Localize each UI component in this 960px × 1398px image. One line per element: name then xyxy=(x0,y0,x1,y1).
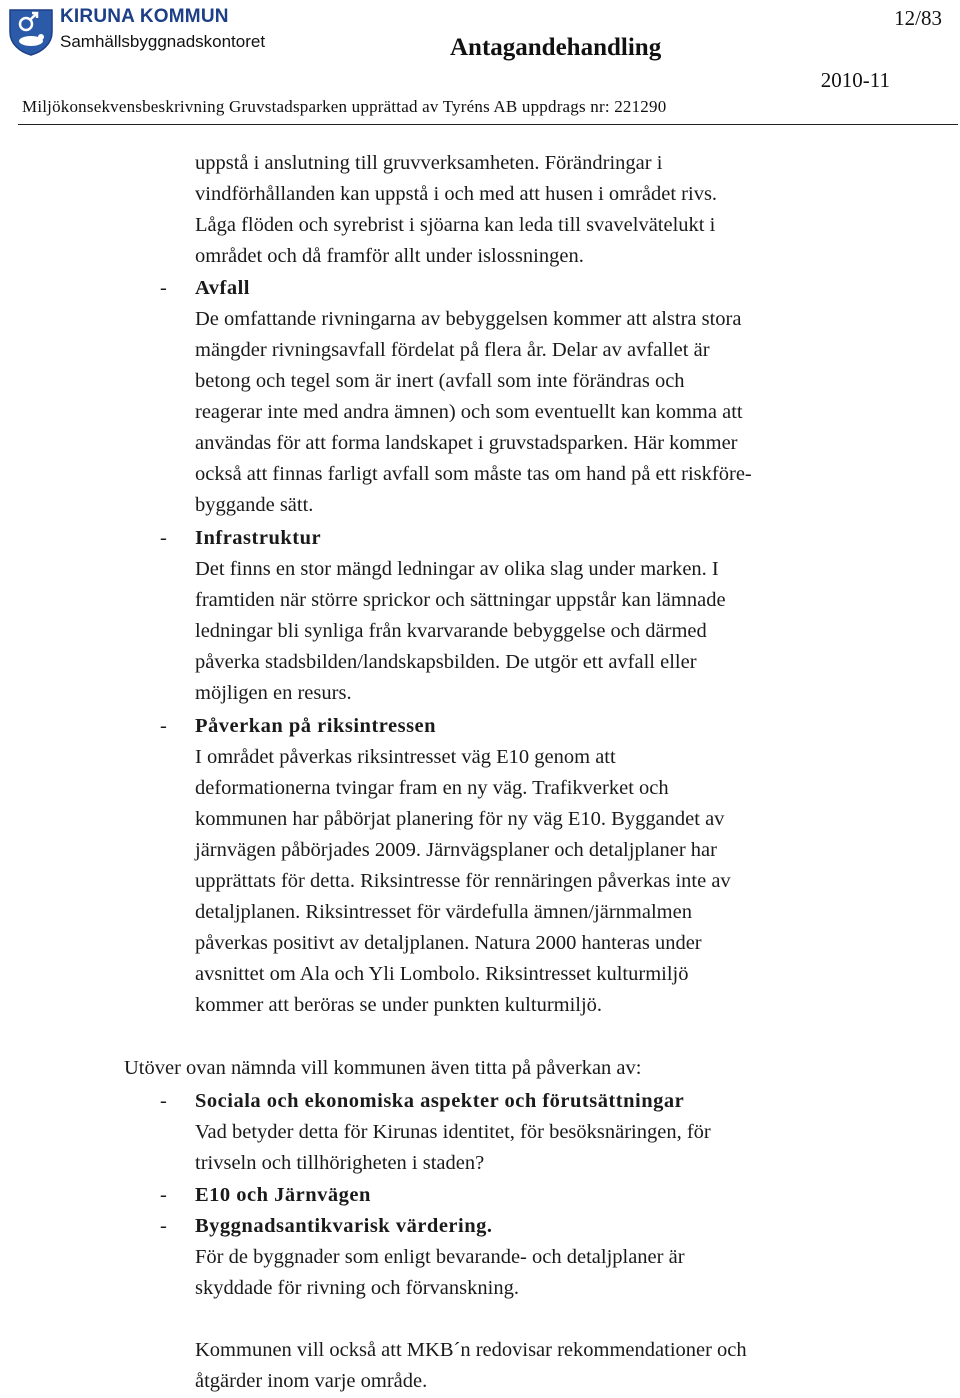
list-dash: - xyxy=(160,1184,167,1206)
section-heading-e10: E10 och Järnvägen xyxy=(195,1184,371,1206)
document-subtitle: Miljökonsekvensbeskrivning Gruvstadsparken upprättad av Tyréns AB uppdrags nr: 221290 xyxy=(22,97,667,116)
list-dash: - xyxy=(160,277,167,299)
paragraph-line: deformationerna tvingar fram en ny väg. Trafikverket och xyxy=(195,777,669,799)
paragraph-line: vindförhållanden kan uppstå i och med att husen i området rivs. xyxy=(195,183,718,205)
paragraph-line: påverka stadsbilden/landskapsbilden. De utgör ett avfall eller xyxy=(195,651,697,673)
paragraph-line: skyddade för rivning och förvanskning. xyxy=(195,1277,519,1299)
paragraph-line: möjligen en resurs. xyxy=(195,682,352,704)
header-divider xyxy=(18,124,958,125)
list-dash: - xyxy=(160,1215,167,1237)
paragraph-line: Utöver ovan nämnda vill kommunen även titta på påverkan av: xyxy=(124,1057,642,1079)
list-dash: - xyxy=(160,715,167,737)
paragraph-line: byggande sätt. xyxy=(195,494,314,516)
paragraph-line: Det finns en stor mängd ledningar av olika slag under marken. I xyxy=(195,558,719,580)
list-dash: - xyxy=(160,1090,167,1112)
paragraph-line: kommer att beröras se under punkten kulturmiljö. xyxy=(195,994,603,1016)
paragraph-line: framtiden när större sprickor och sättningar uppstår kan lämnade xyxy=(195,589,726,611)
paragraph-line: Kommunen vill också att MKB´n redovisar rekommendationer och xyxy=(195,1339,747,1361)
page-number: 12/83 xyxy=(894,6,942,30)
paragraph-line: användas för att forma landskapet i gruvstadsparken. Här kommer xyxy=(195,432,738,454)
section-heading-sociala: Sociala och ekonomiska aspekter och förutsättningar xyxy=(195,1090,685,1112)
paragraph-line: området och då framför allt under islossningen. xyxy=(195,245,584,267)
paragraph-line: trivseln och tillhörigheten i staden? xyxy=(195,1152,485,1174)
section-heading-byggnad: Byggnadsantikvarisk värdering. xyxy=(195,1215,493,1237)
paragraph-line: betong och tegel som är inert (avfall som inte förändras och xyxy=(195,370,685,392)
paragraph-line: också att finnas farligt avfall som måste tas om hand på ett riskföre- xyxy=(195,463,752,485)
paragraph-line: avsnittet om Ala och Yli Lombolo. Riksintresset kulturmiljö xyxy=(195,963,689,985)
paragraph-line: upprättats för detta. Riksintresse för rennäringen påverkas inte av xyxy=(195,870,731,892)
section-heading-avfall: Avfall xyxy=(195,277,251,299)
paragraph-line: ledningar bli synliga från kvarvarande bebyggelse och därmed xyxy=(195,620,707,642)
list-dash: - xyxy=(160,527,167,549)
document-date: 2010-11 xyxy=(820,68,890,92)
page-header xyxy=(0,0,960,126)
paragraph-line: påverkas positivt av detaljplanen. Natura 2000 hanteras under xyxy=(195,932,702,954)
paragraph-line: mängder rivningsavfall fördelat på flera år. Delar av avfallet är xyxy=(195,339,710,361)
paragraph-line: järnvägen påbörjades 2009. Järnvägsplaner och detaljplaner har xyxy=(195,839,717,861)
paragraph-line: För de byggnader som enligt bevarande- och detaljplaner är xyxy=(195,1246,685,1268)
document-status: Antagandehandling xyxy=(450,34,662,61)
paragraph-line: detaljplanen. Riksintresset för värdefulla ämnen/järnmalmen xyxy=(195,901,692,923)
section-heading-riksintressen: Påverkan på riksintressen xyxy=(195,715,437,737)
paragraph-line: De omfattande rivningarna av bebyggelsen kommer att alstra stora xyxy=(195,308,742,330)
paragraph-line: åtgärder inom varje område. xyxy=(195,1370,428,1392)
department-name: Samhällsbyggnadskontoret xyxy=(60,32,266,51)
municipal-crest-icon xyxy=(6,6,56,56)
paragraph-line: Låga flöden och syrebrist i sjöarna kan leda till svavelvätelukt i xyxy=(195,214,716,236)
paragraph-line: kommunen har påbörjat planering för ny väg E10. Byggandet av xyxy=(195,808,725,830)
paragraph-line: Vad betyder detta för Kirunas identitet, för besöksnäringen, för xyxy=(195,1121,711,1143)
organization-name: KIRUNA KOMMUN xyxy=(60,6,229,27)
section-heading-infrastruktur: Infrastruktur xyxy=(195,527,322,549)
paragraph-line: reagerar inte med andra ämnen) och som eventuellt kan komma att xyxy=(195,401,743,423)
paragraph-line: uppstå i anslutning till gruvverksamheten. Förändringar i xyxy=(195,152,663,174)
paragraph-line: I området påverkas riksintresset väg E10 genom att xyxy=(195,746,616,768)
